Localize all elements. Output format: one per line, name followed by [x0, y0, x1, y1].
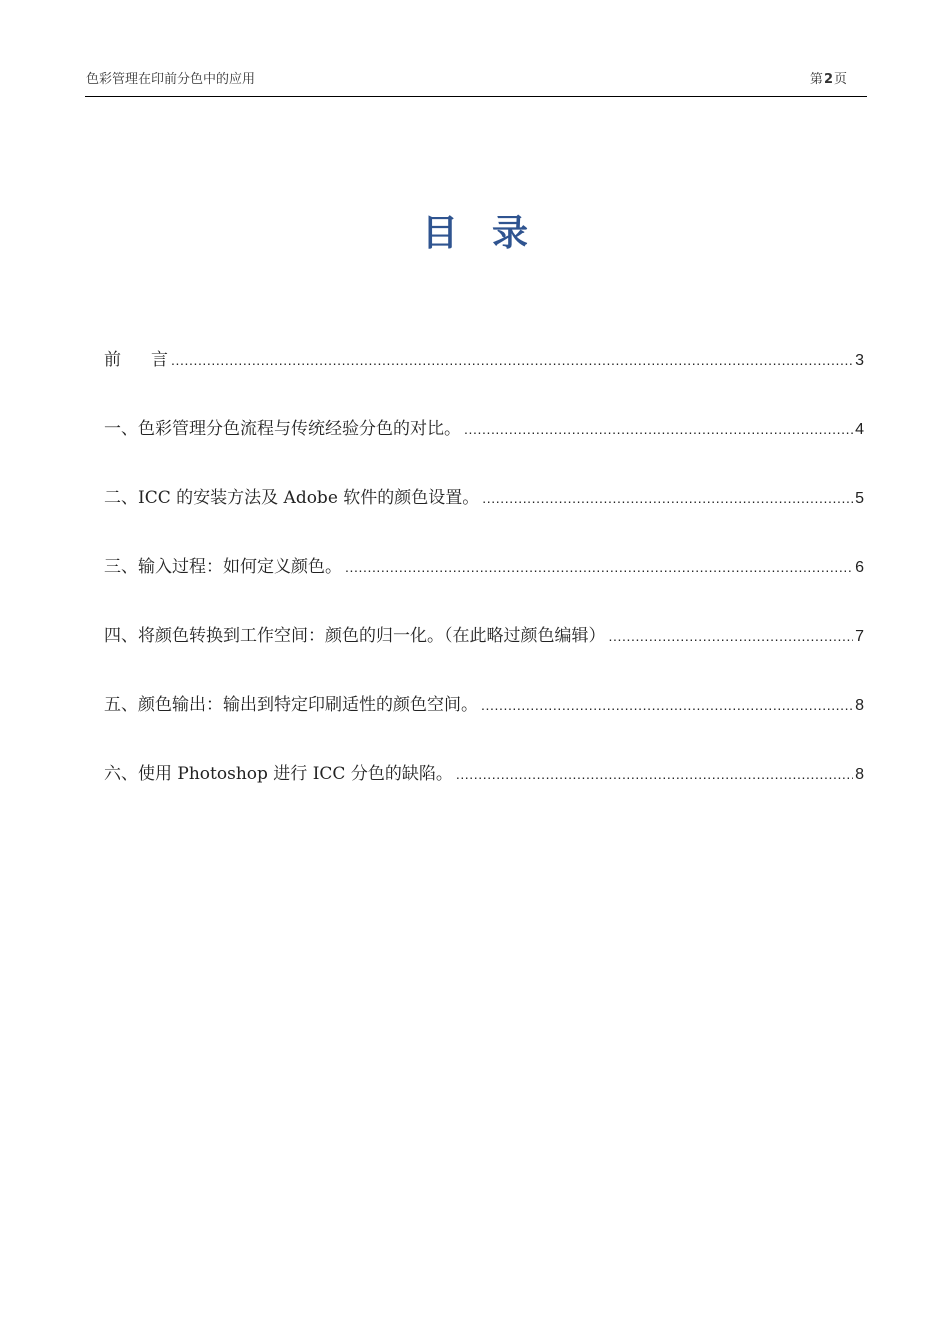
toc-entry-page-number: 4	[855, 421, 864, 438]
toc-entry-label: 三、输入过程：如何定义颜色。	[104, 557, 342, 577]
header-page-indicator	[810, 68, 847, 87]
header-page-number: 2	[823, 72, 833, 87]
toc-entry-preface[interactable]	[104, 345, 864, 414]
toc-entry-label-part-1: 前	[104, 350, 121, 370]
header-page-prefix: 第	[809, 72, 823, 87]
toc-dot-leader	[609, 628, 854, 644]
toc-entry-page-number: 5	[855, 490, 864, 507]
toc-entry-page-number: 8	[855, 697, 864, 714]
toc-dot-leader	[345, 559, 853, 575]
toc-heading-char-2: 录	[492, 213, 529, 254]
toc-entry-label: 六、使用 Photoshop 进行 ICC 分色的缺陷。	[104, 764, 453, 784]
toc-dot-leader	[481, 697, 853, 713]
toc-entry-5[interactable]	[104, 690, 864, 759]
toc-entry-page-number: 8	[855, 766, 864, 783]
table-of-contents	[104, 345, 864, 828]
toc-entry-3[interactable]	[104, 552, 864, 621]
toc-entry-page-number: 3	[855, 352, 864, 369]
toc-entry-label: 二、ICC 的安装方法及 Adobe 软件的颜色设置。	[104, 488, 480, 508]
toc-dot-leader	[464, 421, 853, 437]
toc-entry-label: 四、将颜色转换到工作空间：颜色的归一化。（在此略过颜色编辑）	[104, 626, 606, 646]
header-document-title: 色彩管理在印前分色中的应用	[86, 72, 256, 87]
toc-entry-label	[104, 345, 168, 370]
toc-dot-leader	[456, 766, 853, 782]
toc-heading-char-1: 目	[421, 213, 458, 254]
toc-entry-label: 五、颜色输出：输出到特定印刷适性的颜色空间。	[104, 695, 478, 715]
page-header	[85, 66, 867, 97]
toc-entry-4[interactable]	[104, 621, 864, 690]
toc-entry-page-number: 6	[855, 559, 864, 576]
toc-entry-2[interactable]	[104, 483, 864, 552]
header-page-suffix: 页	[833, 72, 847, 87]
toc-entry-1[interactable]	[104, 414, 864, 483]
toc-entry-page-number: 7	[855, 628, 864, 645]
toc-dot-leader	[171, 352, 853, 368]
toc-heading	[0, 205, 950, 256]
toc-entry-6[interactable]	[104, 759, 864, 828]
toc-dot-leader	[482, 490, 853, 506]
toc-entry-label-part-2: 言	[151, 350, 168, 370]
toc-entry-label: 一、色彩管理分色流程与传统经验分色的对比。	[104, 419, 461, 439]
